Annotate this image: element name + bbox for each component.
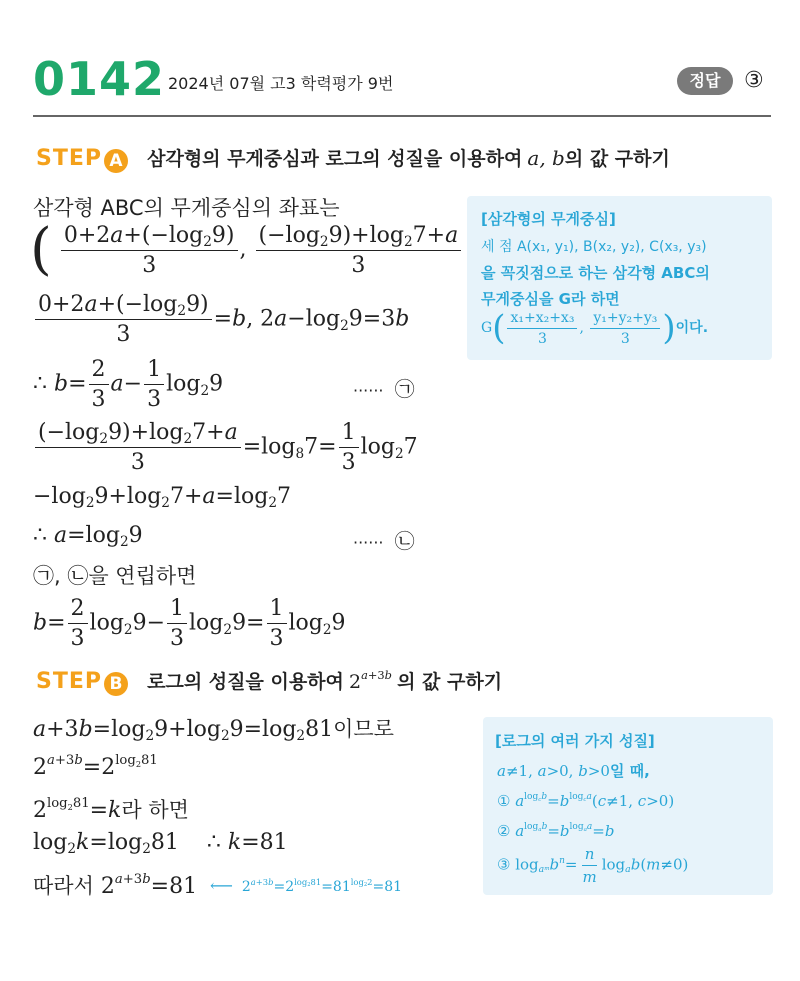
step-a-letter: A <box>104 149 128 173</box>
problem-number: 0142 <box>33 52 166 106</box>
step-a-word: STEP <box>36 146 103 171</box>
b-line1: a+3b=log29+log29=log281이므로 <box>33 717 394 745</box>
g-label: G <box>481 320 493 336</box>
g-num-x: x₁+x₂+x₃ <box>507 310 577 329</box>
cond-tail: 일 때, <box>609 762 650 780</box>
step-a-heading <box>36 144 670 173</box>
log-note-cond: a≠1, a>0, b>0일 때, <box>497 762 650 780</box>
result-a: ∴ a=log29 <box>33 523 143 551</box>
marker-nieun <box>353 525 415 554</box>
result-b: ∴ b= $\frac{2}{3}$ a− $\frac{1}{3}$ log29 <box>33 357 224 412</box>
b-final-hint: ⟵ $2^{a+3b}=2^{log281}=81^{log22}=81$ <box>210 876 403 895</box>
problem-source: 2024년 07월 고3 학력평가 9번 <box>168 74 394 93</box>
g-den-x: 3 <box>537 330 547 347</box>
dots: ······ <box>353 381 384 400</box>
step-b-letter: B <box>104 672 128 696</box>
b-line3: $2^{log281}=k$라 하면 <box>33 796 189 823</box>
step-b-power: $2^{a+3b}$ <box>348 668 392 693</box>
marker-giyeok <box>353 373 415 402</box>
header-divider <box>33 115 771 117</box>
step-a-title-vars: a, b <box>527 146 565 170</box>
centroid-coordinates: ( $\frac{0+2a+(-\log 29)}{3}$ , $\frac{(-\log 29)+\log 27+a}{3}$ <box>30 222 492 278</box>
equation-b: $\frac{0+2a+(-\log 29)}{3}$ =b, 2a−log29=3b <box>33 292 409 347</box>
step-a-title: 삼각형의 무게중심과 로그의 성질을 이용하여 <box>147 148 523 170</box>
dots: ······ <box>353 533 384 552</box>
equation-a-2: −log29+log27+a=log27 <box>33 484 291 512</box>
step-b-title: 로그의 성질을 이용하여 <box>147 671 344 693</box>
step-b-heading <box>36 667 502 696</box>
b-line4: log2k=log281 ∴ k=81 <box>33 830 288 858</box>
step-b-title-tail: 의 값 구하기 <box>397 671 503 693</box>
answer-badge: 정답 <box>677 67 733 95</box>
b-line3-tail: 라 하면 <box>121 798 189 822</box>
step-a-intro: 삼각형 ABC의 무게중심의 좌표는 <box>33 196 340 220</box>
answer-value: ③ <box>744 68 764 93</box>
giyeok-mark: ㉠ <box>394 377 415 401</box>
note-centroid-formula: G( $\frac{\text{x₁+x₂+x₃}}{3}$ , $\frac{\text{y₁+y₂+y₃}}{3}$ )이다. <box>481 308 709 348</box>
note-line3: 무게중심을 G라 하면 <box>481 290 620 308</box>
log-property-1: ① $a^{logcb}=b^{logca}(c\ne 1$, c>0) <box>497 792 675 810</box>
step-b-word: STEP <box>36 669 103 694</box>
g-tail: 이다. <box>675 320 709 336</box>
note-title: [삼각형의 무게중심] <box>481 210 616 228</box>
log-property-3: ③ $\log a^mb^n=$ $\frac{n}{m}$ logab(m≠0) <box>497 845 689 886</box>
step-a-conclude: ㉠, ㉡을 연립하면 <box>33 564 197 588</box>
note-line1: 세 점 A(x₁, y₁), B(x₂, y₂), C(x₃, y₃) <box>481 239 707 255</box>
equation-a: $\frac{(-\log 29)+\log 27+a}{3}$ =log87= $\frac{1}{3}$ log27 <box>33 420 418 475</box>
log-note-title: [로그의 여러 가지 성질] <box>495 732 655 750</box>
nieun-mark: ㉡ <box>394 529 415 553</box>
b-line2: $2^{a+3b}=2^{log281}$ <box>33 753 158 780</box>
b-line1-tail: 이므로 <box>333 717 394 741</box>
log-property-2: ② $a^{logab}=b^{logaa}=b$ <box>497 822 615 840</box>
final-b: b= $\frac{2}{3}$ log29− $\frac{1}{3}$ log29= $\frac{1}{3}$ log29 <box>33 596 346 651</box>
note-line2: 을 꼭짓점으로 하는 삼각형 ABC의 <box>481 264 710 282</box>
centroid-note-box <box>467 196 772 360</box>
step-a-title-tail: 의 값 구하기 <box>564 148 670 170</box>
g-den-y: 3 <box>620 330 630 347</box>
final-prefix: 따라서 <box>33 874 94 898</box>
b-final: 따라서 $2^{a+3b}=81$ <box>33 872 198 899</box>
log-properties-box <box>483 717 773 895</box>
g-num-y: y₁+y₂+y₃ <box>590 310 660 329</box>
